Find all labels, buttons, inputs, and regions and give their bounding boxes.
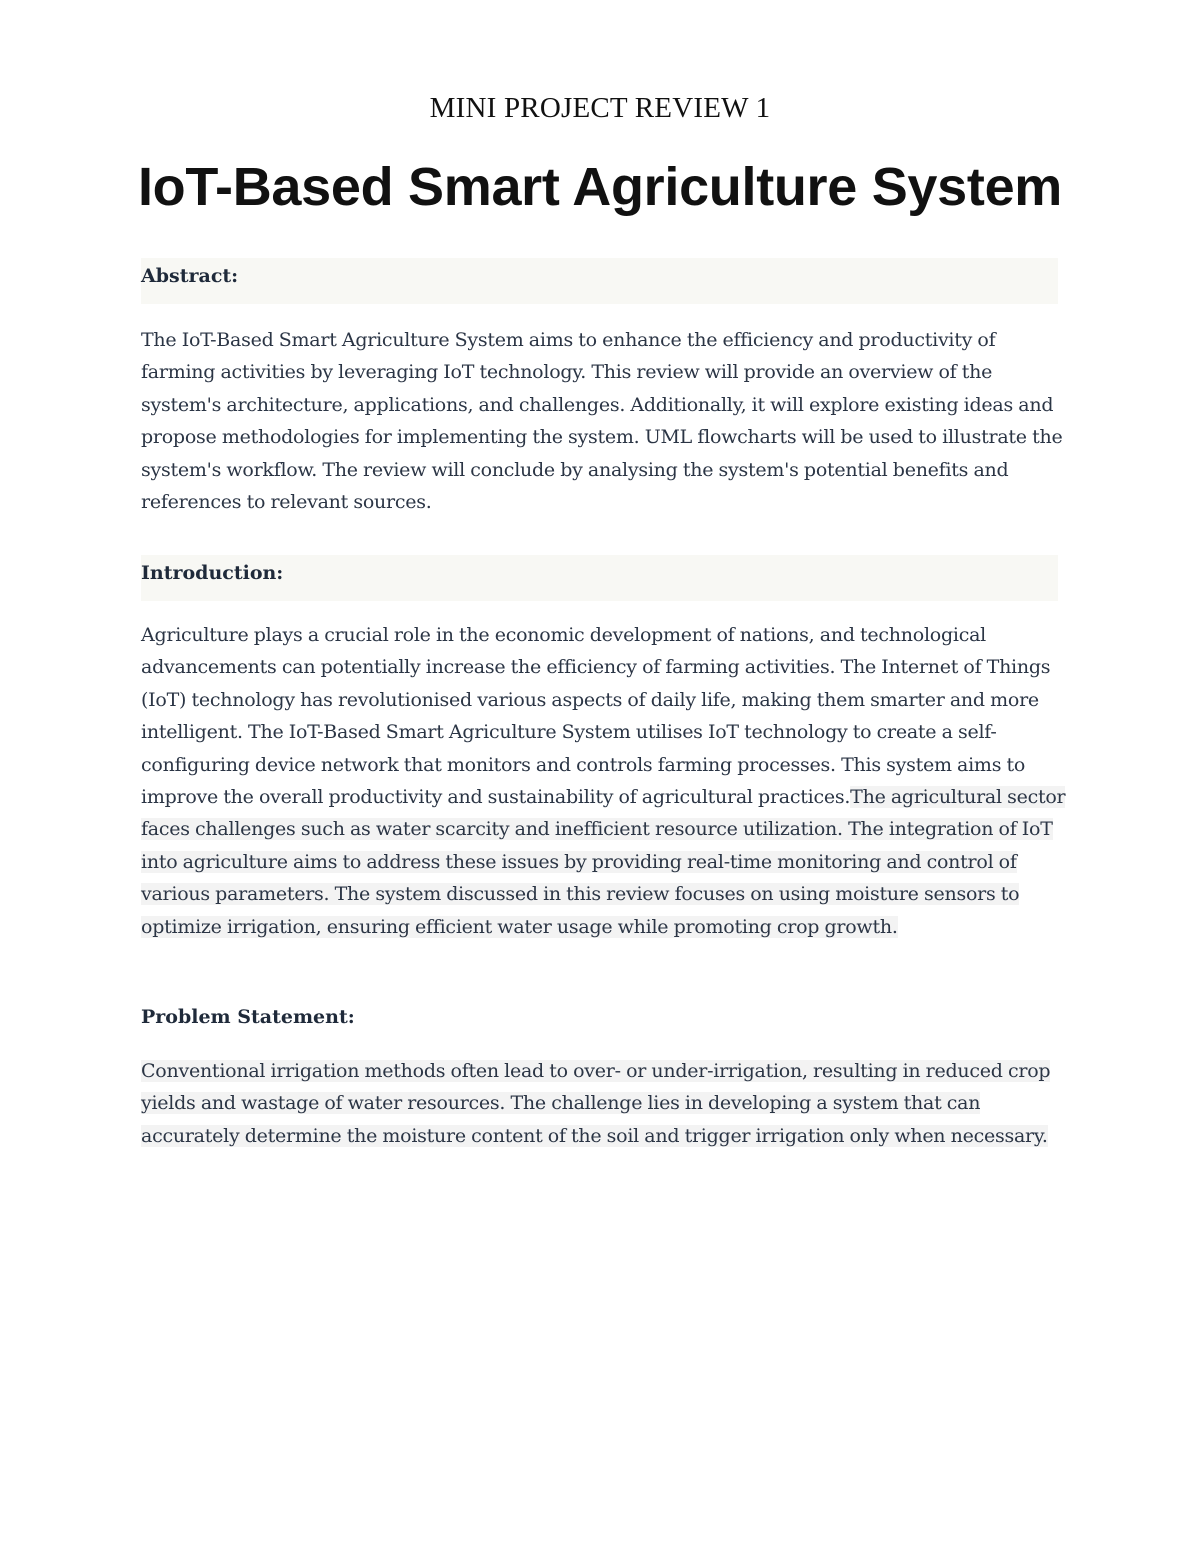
introduction-text-part1: Agriculture plays a crucial role in the economic development of nations, and technological advancements can potentially increase the efficiency of farming activities. The Internet of Things (IoT) technology has revolutionised various aspects of daily life, making them smarter and more intelligent. The IoT-Based Smart Agriculture System utilises IoT technology to create a self-configuring device network that monitors and controls farming processes. This system aims to improve the overall productivity and sustainability of agricultural practices.: [141, 624, 1051, 809]
abstract-heading: Abstract:: [141, 258, 1058, 304]
introduction-text-part2: The agricultural sector faces challenges such as water scarcity and inefficient resource utilization. The integration of IoT into agriculture aims to address these issues by providing real-time monitoring and control of various parameters. The system discussed in this review focuses on using moisture sensors to optimize irrigation, ensuring efficient water usage while promoting crop growth.: [141, 786, 1066, 938]
introduction-heading: Introduction:: [141, 555, 1058, 601]
problem-statement-paragraph: [141, 1055, 1071, 1152]
abstract-paragraph: The IoT-Based Smart Agriculture System aims to enhance the efficiency and productivity of farming activities by leveraging IoT technology. This review will provide an overview of the system's architecture, applications, and challenges. Additionally, it will explore existing ideas and propose methodologies for implementing the system. UML flowcharts will be used to illustrate the system's workflow. The review will conclude by analysing the system's potential benefits and references to relevant sources.: [141, 329, 1063, 514]
introduction-paragraph: [141, 619, 1071, 943]
page-title: IoT-Based Smart Agriculture System: [137, 157, 1063, 217]
review-label: MINI PROJECT REVIEW 1: [429, 92, 771, 124]
problem-statement-heading: Problem Statement:: [141, 1006, 355, 1028]
problem-statement-text: Conventional irrigation methods often lead to over- or under-irrigation, resulting in reduced crop yields and wastage of water resources. The challenge lies in developing a system that can accurately determine the moisture content of the soil and trigger irrigation only when necessary.: [141, 1060, 1051, 1147]
